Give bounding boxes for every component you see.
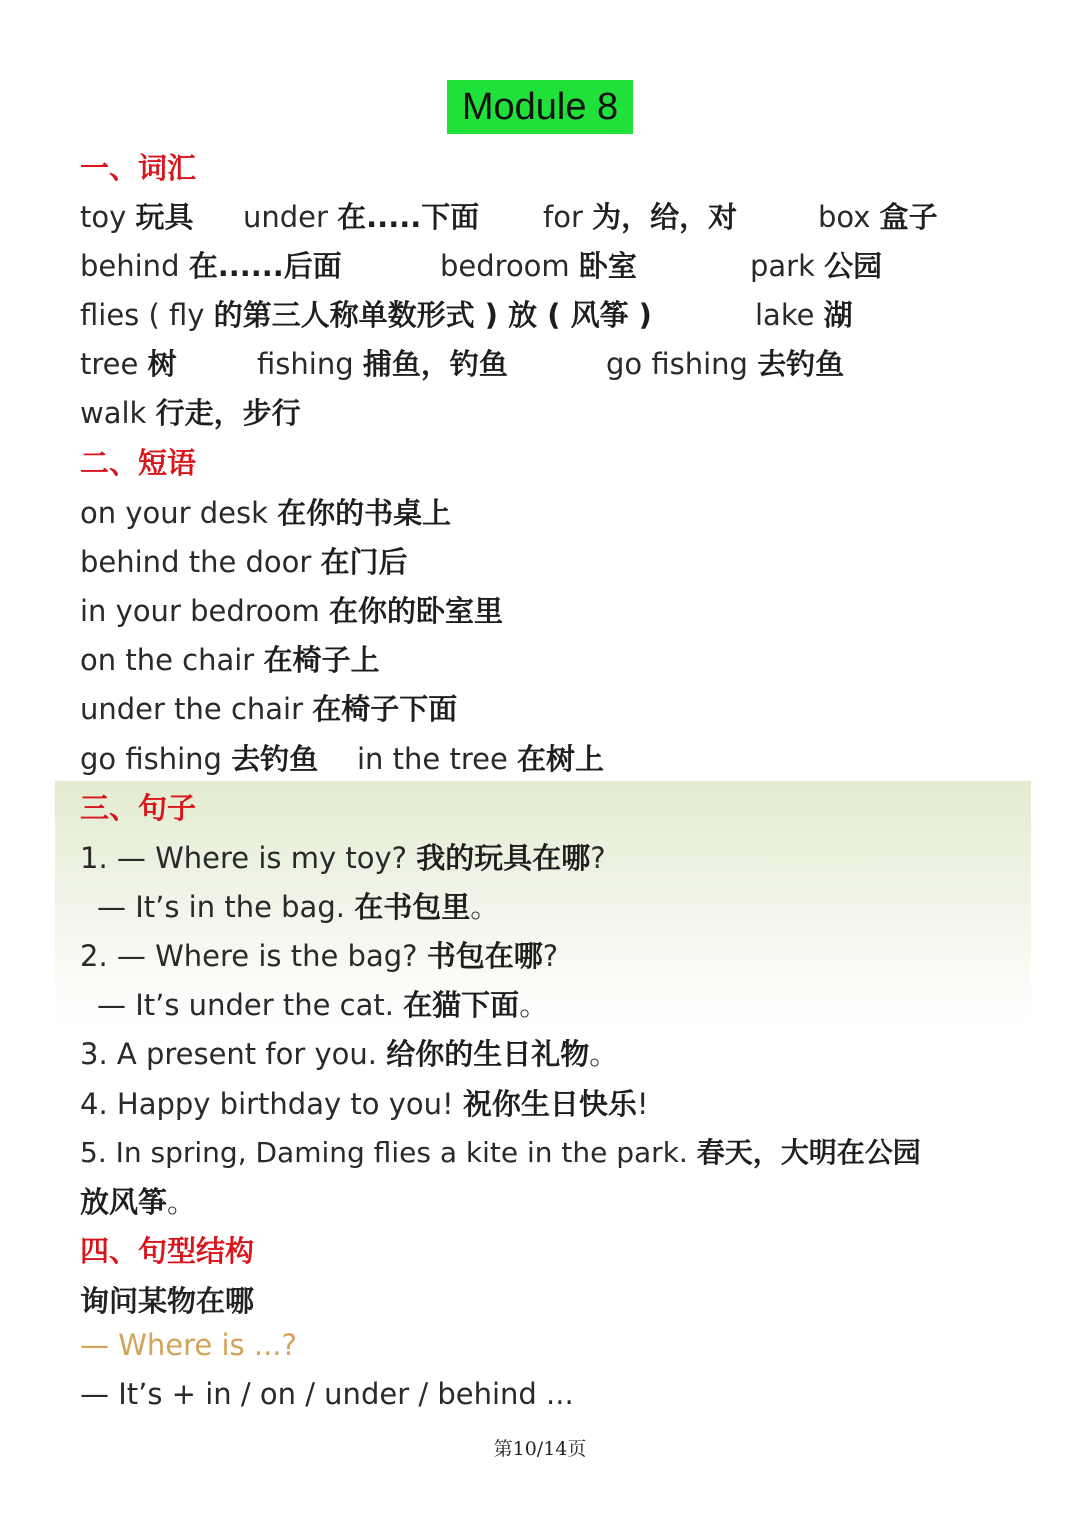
structure-answer: — It’s + in / on / under / behind ...	[80, 1377, 574, 1411]
vocab-en: box	[818, 200, 880, 234]
phrase-zh: 在椅子上	[263, 643, 380, 677]
vocab-en: under	[243, 200, 338, 234]
sentence-zh: 书包在哪	[426, 939, 543, 973]
vocab-item	[818, 195, 938, 236]
sentence-en: 3. A present for you.	[80, 1037, 387, 1071]
vocab-zh: 在.....下面	[337, 200, 480, 234]
vocab-item	[80, 293, 652, 334]
vocab-en: behind	[80, 249, 189, 283]
phrase-item	[80, 737, 318, 778]
vocab-zh: 卧室	[578, 249, 637, 283]
sentence-zh: 我的玩具在哪	[416, 841, 591, 875]
sentence-en: 5. In spring, Daming flies a kite in the park.	[80, 1136, 697, 1169]
sentence-zh: 在书包里	[354, 890, 471, 924]
vocab-item	[440, 244, 637, 285]
vocab-en: bedroom	[440, 249, 579, 283]
vocab-en: toy	[80, 200, 136, 234]
module-title: Module 8	[447, 80, 633, 134]
sentence-en: — It’s under the cat.	[97, 988, 404, 1022]
sentence-item	[80, 1032, 618, 1073]
vocab-item	[755, 293, 853, 334]
page-number: 第10/14页	[493, 1438, 587, 1460]
phrase-en: in the tree	[357, 742, 518, 776]
vocab-item	[80, 391, 301, 432]
vocab-item	[243, 195, 479, 236]
sentence-zh: 祝你生日快乐	[462, 1087, 637, 1121]
vocab-item	[80, 195, 194, 236]
phrase-item	[80, 638, 379, 679]
sentence-zh: 春天，大明在公园	[696, 1136, 921, 1169]
section-heading-vocab: 一、词汇	[80, 151, 197, 185]
sentence-en: — It’s in the bag.	[97, 890, 355, 924]
vocab-zh: 的第三人称单数形式 ) 放 ( 风筝 )	[213, 298, 652, 332]
vocab-item	[606, 342, 844, 383]
sentence-punct: 。	[470, 890, 500, 924]
vocab-item	[80, 342, 177, 383]
vocab-en: lake	[755, 298, 824, 332]
section-heading-sentences: 三、句子	[80, 791, 197, 825]
phrase-en: on the chair	[80, 643, 264, 677]
sentence-punct: 。	[167, 1185, 197, 1219]
phrase-zh: 在树上	[517, 742, 605, 776]
phrase-en: go fishing	[80, 742, 232, 776]
vocab-zh: 在......后面	[188, 249, 342, 283]
structure-question: — Where is ...?	[80, 1328, 297, 1362]
sentence-en: 4. Happy birthday to you!	[80, 1087, 463, 1121]
sentence-punct: 。	[519, 988, 549, 1022]
structure-subheading: 询问某物在哪	[80, 1284, 255, 1318]
phrase-item	[80, 491, 451, 532]
vocab-item	[257, 342, 508, 383]
sentence-zh: 放风筝	[80, 1185, 168, 1219]
phrase-zh: 在你的书桌上	[277, 496, 452, 530]
sentence-punct: ?	[590, 841, 606, 875]
vocab-zh: 捕鱼，钓鱼	[362, 347, 508, 381]
phrase-item	[357, 737, 604, 778]
sentence-zh: 给你的生日礼物	[386, 1037, 590, 1071]
sentence-item	[80, 934, 558, 975]
vocab-item	[80, 244, 342, 285]
sentence-punct: 。	[589, 1037, 619, 1071]
phrase-item	[80, 589, 503, 630]
section-heading-phrases: 二、短语	[80, 446, 197, 480]
vocab-en: flies ( fly	[80, 298, 214, 332]
sentence-item	[97, 983, 548, 1024]
phrase-en: on your desk	[80, 496, 278, 530]
sentence-en: 2. — Where is the bag?	[80, 939, 427, 973]
phrase-en: in your bedroom	[80, 594, 329, 628]
sentence-zh: 在猫下面	[403, 988, 520, 1022]
sentence-item	[80, 1131, 921, 1171]
sentence-item	[80, 1082, 648, 1123]
vocab-zh: 为，给，对	[592, 200, 738, 234]
phrase-zh: 在门后	[320, 545, 408, 579]
vocab-en: park	[750, 249, 825, 283]
vocab-zh: 湖	[823, 298, 853, 332]
vocab-en: fishing	[257, 347, 363, 381]
sentence-item	[80, 1180, 196, 1221]
sentence-punct: !	[636, 1087, 649, 1121]
vocab-item	[543, 195, 737, 236]
phrase-zh: 去钓鱼	[231, 742, 319, 776]
phrase-en: behind the door	[80, 545, 321, 579]
sentence-en: 1. — Where is my toy?	[80, 841, 417, 875]
section-heading-structure: 四、句型结构	[80, 1234, 255, 1268]
phrase-zh: 在你的卧室里	[328, 594, 503, 628]
vocab-en: tree	[80, 347, 148, 381]
vocab-en: go fishing	[606, 347, 758, 381]
vocab-zh: 公园	[824, 249, 883, 283]
sentence-punct: ?	[542, 939, 559, 973]
phrase-item	[80, 687, 457, 728]
vocab-en: for	[543, 200, 593, 234]
phrase-zh: 在椅子下面	[312, 692, 458, 726]
vocab-item	[750, 244, 882, 285]
phrase-item	[80, 540, 408, 581]
sentence-item	[80, 836, 606, 877]
vocab-zh: 树	[147, 347, 177, 381]
vocab-zh: 行走，步行	[155, 396, 301, 430]
sentence-item	[97, 885, 499, 926]
vocab-zh: 玩具	[135, 200, 194, 234]
vocab-en: walk	[80, 396, 156, 430]
vocab-zh: 盒子	[879, 200, 938, 234]
vocab-zh: 去钓鱼	[757, 347, 845, 381]
phrase-en: under the chair	[80, 692, 313, 726]
